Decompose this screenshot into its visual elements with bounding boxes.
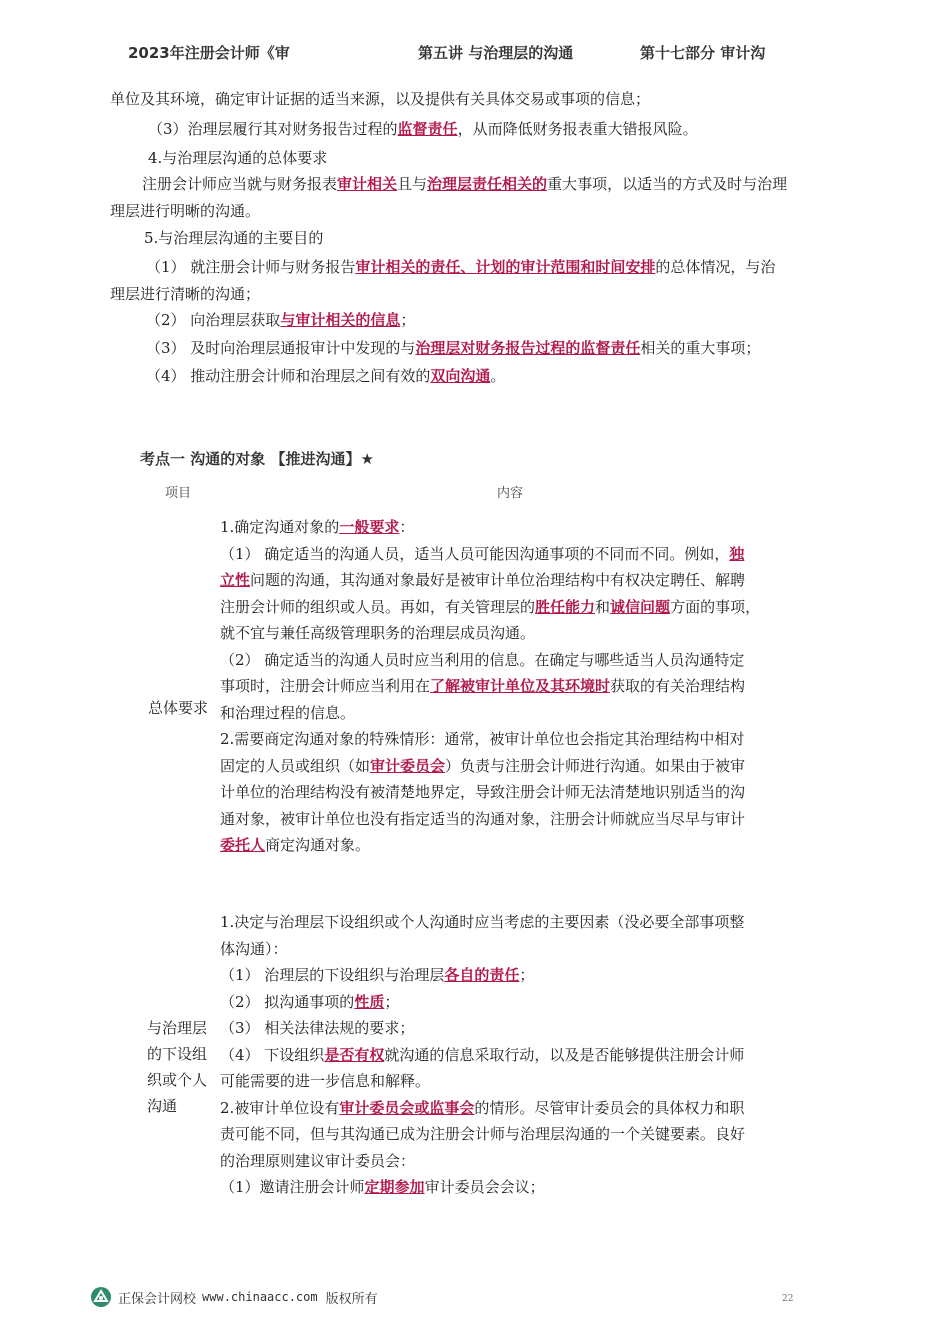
header-middle: 第五讲 与治理层的沟通 — [418, 44, 574, 62]
chinaacc-logo-icon — [90, 1286, 112, 1308]
intro-line: 单位及其环境，确定审计证据的适当来源，以及提供有关具体交易或事项的信息； — [110, 90, 651, 108]
row-content-general: 1.确定沟通对象的一般要求： （1） 确定适当的沟通人员，适当人员可能因沟通事项的不同而不同。例如，独 立性问题的沟通，其沟通对象最好是被审计单位治理结构中有权决定聘任、解聘 注册会计师的组织或人员。再如，有关管理层的胜任能力和诚信问题方面的事项， 就不宜与兼任高级管理职务的治理层成员沟通。 （2） 确定适当的沟通人员时应当利用的信息。在确定与哪些适当人员沟通特定 事项时，注册会计师应当利用在了解被审计单位及其环境时获取的有关治理结构 和治理过程的信息。 2.需要商定沟通对象的特殊情形：通常，被审计单位也会指定其治理结构中相对 固定的人员或组织（如审计委员会）负责与注册会计师进行沟通。如果由于被审 计单位的治理结构没有被清楚地界定，导致注册会计师无法清楚地识别适当的沟 通对象，被审计单位也没有指定适当的沟通对象，注册会计师就应当尽早与审计 委托人商定沟通对象。 — [220, 518, 761, 854]
section-5-heading: 5.与治理层沟通的主要目的 — [144, 229, 324, 247]
header-right: 第十七部分 审计沟 — [640, 44, 766, 62]
page-header — [0, 36, 950, 62]
page-footer — [90, 1282, 378, 1312]
section-4-heading: 4.与治理层沟通的总体要求 — [148, 149, 328, 167]
row-label-general: 总体要求 — [148, 699, 209, 717]
section-title: 考点一 沟通的对象 【推进沟通】★ — [140, 450, 374, 468]
section-5-item-2: （2） 向治理层获取与审计相关的信息； — [146, 311, 416, 329]
table-col-item: 项目 — [165, 486, 192, 501]
footer-rights: 版权所有 — [325, 1291, 378, 1307]
section-4-para-cont: 理层进行明晰的沟通。 — [110, 202, 261, 220]
page-number: 22 — [782, 1294, 794, 1304]
row-content-subgroup: 1.决定与治理层下设组织或个人沟通时应当考虑的主要因素（没必要全部事项整 体沟通）： （1） 治理层的下设组织与治理层各自的责任； （2） 拟沟通事项的性质； （3） 相关法律法规的要求； （4） 下设组织是否有权就沟通的信息采取行动，以及是否能够提供注册会计师 可能需要的进一步信息和解释。 2.被审计单位设有审计委员会或监事会的情形。尽管审计委员会的具体权力和职 责可能不同，但与其沟通已成为注册会计师与治理层沟通的一个关键要素。良好 的治理原则建议审计委员会： （1）邀请注册会计师定期参加审计委员会会议； — [220, 913, 746, 1196]
section-5-item-1-cont: 理层进行清晰的沟通； — [110, 285, 261, 303]
footer-brand: 正保会计网校 — [118, 1291, 197, 1307]
footer-url[interactable]: www.chinaacc.com — [202, 1290, 318, 1304]
section-5-item-3: （3） 及时向治理层通报审计中发现的与治理层对财务报告过程的监督责任相关的重大事项； — [146, 339, 761, 357]
section-5-item-4: （4） 推动注册会计师和治理层之间有效的双向沟通。 — [146, 367, 506, 385]
table-col-content: 内容 — [497, 486, 524, 501]
section-4-para: 注册会计师应当就与财务报表审计相关且与治理层责任相关的重大事项，以适当的方式及时与治理 — [142, 175, 788, 193]
intro-item-3: （3）治理层履行其对财务报告过程的监督责任，从而降低财务报表重大错报风险。 — [148, 120, 698, 138]
row-label-subgroup: 与治理层的下设组织或个人沟通 — [147, 1019, 208, 1115]
header-left: 2023年注册会计师《审 — [128, 44, 290, 62]
section-5-item-1: （1） 就注册会计师与财务报告审计相关的责任、计划的审计范围和时间安排的总体情况，与治 — [146, 258, 776, 276]
